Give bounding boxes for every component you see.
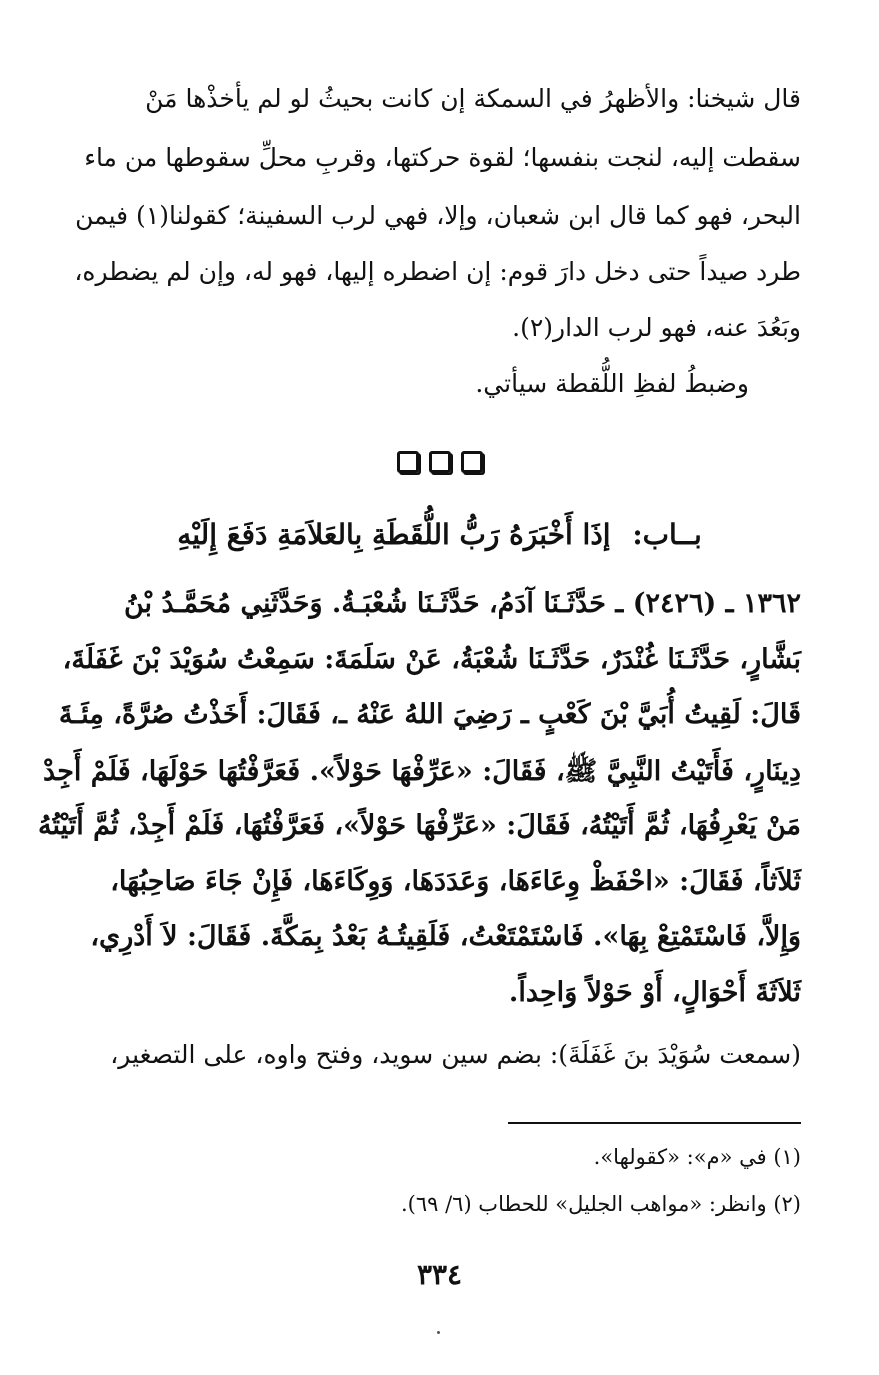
text-line: قَالَ: لَقِيتُ أُبَيَّ بْنَ كَعْبٍ ـ رَضِيَ اللهُ عَنْهُ ـ، فَقَالَ: أَخَذْتُ صُرَّةً، مِئَـةَ: [58, 699, 801, 730]
text-line: طرد صيداً حتى دخل دارَ قوم: إن اضطره إليها، فهو له، وإن لم يضطره،: [74, 257, 801, 286]
chapter-heading: [0, 518, 879, 551]
square-ornament-icon: [429, 451, 451, 473]
footnote: (٢) وانظر: «مواهب الجليل» للحطاب (٦/ ٦٩).: [400, 1192, 801, 1216]
scan-speck: [437, 1331, 440, 1334]
page-number: ٣٣٤: [416, 1258, 463, 1291]
text-line: ثَلاَثَةَ أَحْوَالٍ، أَوْ حَوْلاً وَاحِداً.: [508, 977, 801, 1008]
text-line: مَنْ يَعْرِفُهَا، ثُمَّ أَتَيْتُهُ، فَقَالَ: «عَرِّفْهَا حَوْلاً»، فَعَرَّفْتُهَا، فَلَمْ أَجِدْ، ثُمَّ أَتَيْتُهُ: [37, 810, 801, 841]
text-line: دِينَارٍ، فَأَتَيْتُ النَّبِيَّ ﷺ، فَقَالَ: «عَرِّفْهَا حَوْلاً». فَعَرَّفْتُهَا حَوْلَهَا، فَلَمْ أَجِدْ: [43, 756, 801, 787]
footnote-separator: [508, 1122, 801, 1124]
chapter-label: بــاب:: [632, 518, 702, 551]
text-line: بَشَّارٍ، حَدَّثَـنَا غُنْدَرٌ، حَدَّثَـنَا شُعْبَةُ، عَنْ سَلَمَةَ: سَمِعْتُ سُوَيْدَ بْنَ غَفَلَةَ،: [62, 644, 801, 675]
square-ornament-icon: [397, 451, 419, 473]
text-line: (سمعت سُوَيْدَ بنَ غَفَلَةَ): بضم سين سويد، وفتح واوه، على التصغير،: [110, 1040, 801, 1069]
text-line: وضبطُ لفظِ اللُّقطة سيأتي.: [475, 369, 749, 398]
square-ornament-icon: [461, 451, 483, 473]
text-line: ثَلاَثاً، فَقَالَ: «احْفَظْ وِعَاءَهَا، وَعَدَدَهَا، وَوِكَاءَهَا، فَإِنْ جَاءَ صَاحِبُهَا،: [110, 866, 801, 897]
text-line: وبَعُدَ عنه، فهو لرب الدار(٢).: [512, 313, 801, 342]
text-line: وَإِلاَّ، فَاسْتَمْتِعْ بِهَا». فَاسْتَمْتَعْتُ، فَلَقِيتُـهُ بَعْدُ بِمَكَّةَ. فَقَالَ: لاَ أَدْرِي،: [90, 921, 801, 952]
text-line: قال شيخنا: والأظهرُ في السمكة إن كانت بحيثُ لو لم يأخذْها مَنْ: [145, 84, 801, 113]
section-divider-ornament: [0, 451, 879, 473]
chapter-title: إذَا أَخْبَرَهُ رَبُّ اللُّقَطَةِ بِالعَلاَمَةِ دَفَعَ إِلَيْهِ: [177, 518, 611, 551]
text-line: ١٣٦٢ ـ (٢٤٢٦) ـ حَدَّثَـنَا آدَمُ، حَدَّثَـنَا شُعْبَـةُ. وَحَدَّثَنِي مُحَمَّـدُ بْنُ: [124, 588, 801, 619]
text-line: البحر، فهو كما قال ابن شعبان، وإلا، فهي لرب السفينة؛ كقولنا(١) فيمن: [75, 201, 801, 230]
footnote: (١) في «م»: «كقولها».: [593, 1145, 801, 1169]
text-line: سقطت إليه، لنجت بنفسها؛ لقوة حركتها، وقربِ محلِّ سقوطها من ماء: [84, 143, 801, 172]
